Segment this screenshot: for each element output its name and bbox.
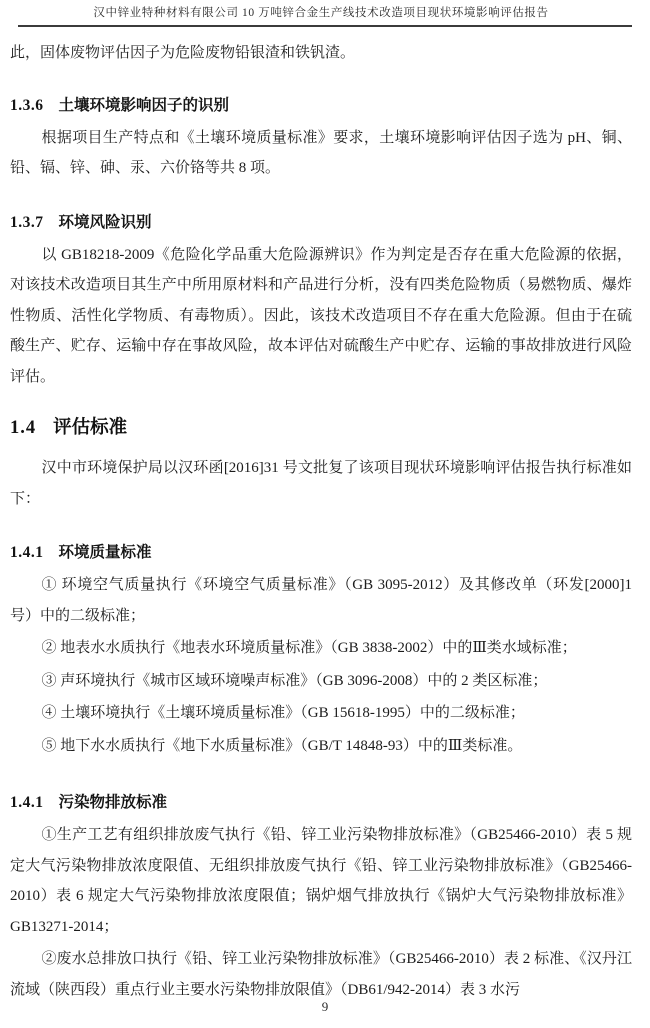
heading-title: 污染物排放标准 [58,794,168,811]
section-heading-1-3-7 [10,212,632,234]
header-rule [18,25,632,27]
heading-number: 1.3.6 [10,96,44,114]
section-heading-1-4-1-discharge [10,792,632,814]
list-item-waste-gas: ①生产工艺有组织排放废气执行《铅、锌工业污染物排放标准》（GB25466-2010）表 5 规定大气污染物排放浓度限值、无组织排放废气执行《铅、锌工业污染物排放标准》（GB25466-2010）表 6 规定大气污染物排放浓度限值；锅炉烟气排放执行《锅炉大气污染物排放标准》GB13271-2014； [10,827,632,935]
header-title: 汉中锌业特种材料有限公司 10 万吨锌合金生产线技术改造项目现状环境影响评估报告 [93,7,549,19]
section-heading-1-3-6 [10,95,632,117]
discharge-standards-list [10,820,632,1005]
paragraph-soil-factors: 根据项目生产特点和《土壤环境质量标准》要求，土壤环境影响评估因子选为 pH、铜、铅、镉、锌、砷、汞、六价铬等共 8 项。 [10,129,632,176]
list-item-waste-water: ②废水总排放口执行《铅、锌工业污染物排放标准》（GB25466-2010）表 2 标准、《汉丹江流域（陕西段）重点行业主要水污染物排放限值》（DB61/942-2014）表 3 水污 [10,951,632,998]
heading-title: 评估标准 [53,418,128,438]
list-item-air: ① 环境空气质量执行《环境空气质量标准》（GB 3095-2012）及其修改单（环发[2000]1 号）中的二级标准； [10,577,632,624]
page-header [10,4,632,27]
heading-title: 土壤环境影响因子的识别 [58,96,230,114]
paragraph-risk-identification: 以 GB18218-2009《危险化学品重大危险源辨识》作为判定是否存在重大危险源的依据，对该技术改造项目其生产中所用原材料和产品进行分析，没有四类危险物质（易燃物质、爆炸性物质、活性化学物质、有毒物质）。因此，该技术改造项目不存在重大危险源。但由于在硫酸生产、贮存、运输中存在事故风险，故本评估对硫酸生产中贮存、运输的事故排放进行风险评估。 [10,246,632,385]
section-heading-1-4-1-quality [10,542,632,564]
paragraph-continuation: 此，固体废物评估因子为危险废物铅银渣和铁钒渣。 [10,45,356,61]
heading-number: 1.4.1 [10,794,44,811]
heading-number: 1.4.1 [10,544,44,561]
page-number: 9 [321,999,329,1014]
paragraph-standards-intro: 汉中市环境保护局以汉环函[2016]31 号文批复了该项目现状环境影响评估报告执行标准如下： [10,460,632,507]
heading-number: 1.3.7 [10,213,44,231]
section-heading-1-4 [10,415,632,441]
list-item-soil: ④ 土壤环境执行《土壤环境质量标准》（GB 15618-1995）中的二级标准； [41,705,525,721]
heading-title: 环境风险识别 [58,213,152,231]
list-item-noise: ③ 声环境执行《城市区域环境噪声标准》（GB 3096-2008）中的 2 类区标准； [41,672,548,689]
list-item-surface-water: ② 地表水水质执行《地表水环境质量标准》（GB 3838-2002）中的Ⅲ类水域标准； [41,640,577,656]
heading-number: 1.4 [10,418,37,438]
heading-title: 环境质量标准 [58,544,152,561]
quality-standards-list [10,570,632,761]
list-item-groundwater: ⑤ 地下水水质执行《地下水质量标准》（GB/T 14848-93）中的Ⅲ类标准。 [41,737,523,754]
